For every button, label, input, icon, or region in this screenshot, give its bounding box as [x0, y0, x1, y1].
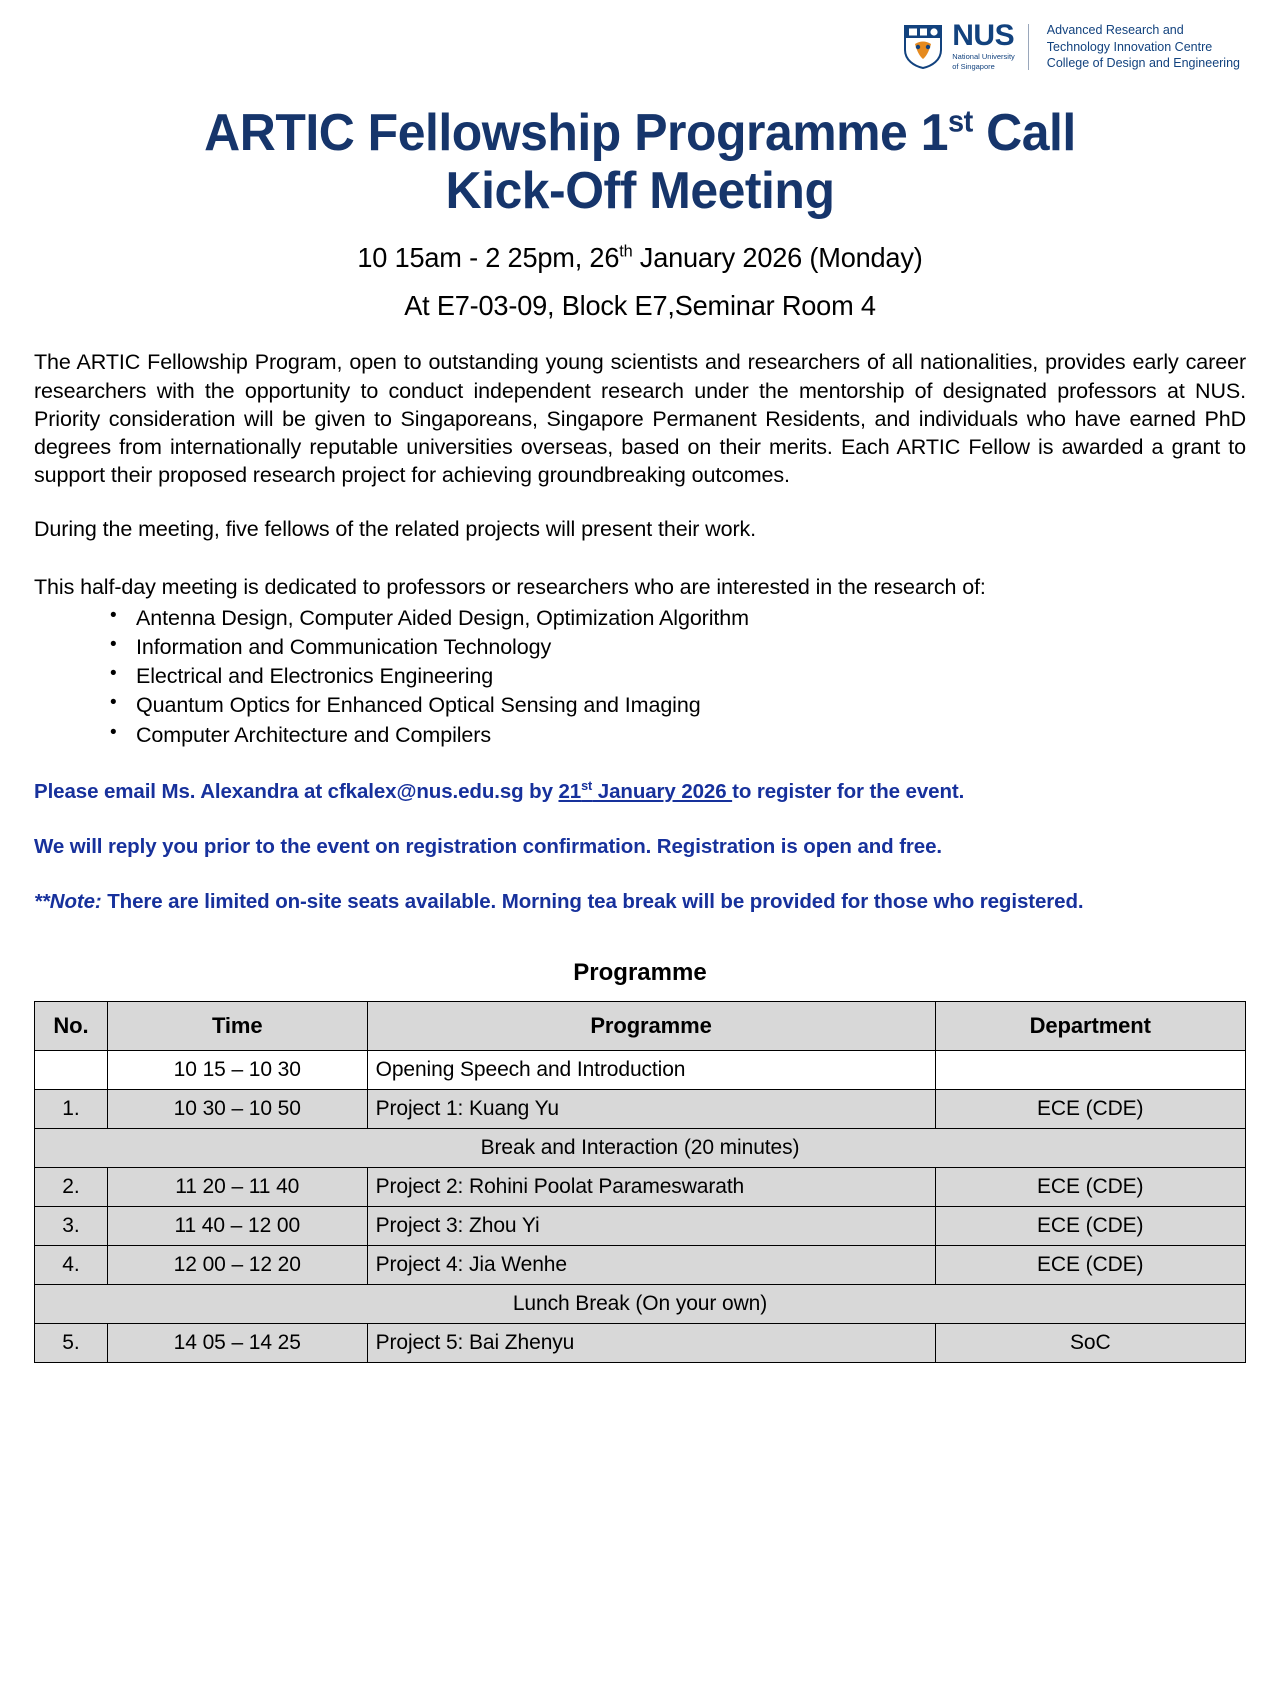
registration-email-pre: Please email Ms. Alexandra at cfkalex@nus.edu.sg by — [34, 779, 559, 803]
nus-logo — [903, 19, 1240, 72]
table-row-break — [35, 1284, 1246, 1323]
cell-department: ECE (CDE) — [935, 1089, 1246, 1128]
list-item: • Computer Architecture and Compilers — [108, 721, 1246, 750]
table-header-row — [35, 1001, 1246, 1050]
registration-note-marker: **Note: — [34, 889, 102, 913]
cell-no — [35, 1050, 108, 1089]
audience-paragraph: This half-day meeting is dedicated to professors or researchers who are interested in the research of: — [34, 575, 986, 600]
page-title-line-2: Kick-Off Meeting — [445, 162, 835, 221]
cell-department: ECE (CDE) — [935, 1167, 1246, 1206]
meeting-paragraph: During the meeting, five fellows of the related projects will present their work. — [34, 517, 757, 542]
registration-deadline-month-year: January 2026 — [592, 779, 733, 803]
cell-programme: Opening Speech and Introduction — [367, 1050, 935, 1089]
cell-time: 11 40 – 12 00 — [107, 1206, 367, 1245]
cell-department: SoC — [935, 1323, 1246, 1362]
registration-deadline — [558, 777, 733, 803]
document-body — [0, 348, 1280, 1362]
logo-divider — [1028, 24, 1029, 70]
cell-time: 12 00 – 12 20 — [107, 1245, 367, 1284]
table-row — [35, 1245, 1246, 1284]
event-venue: At E7-03-09, Block E7,Seminar Room 4 — [404, 290, 876, 322]
page-title — [83, 104, 1197, 220]
cell-no: 1. — [35, 1089, 108, 1128]
cell-break: Break and Interaction (20 minutes) — [35, 1128, 1246, 1167]
cell-time: 11 20 – 11 40 — [107, 1167, 367, 1206]
programme-heading: Programme — [573, 958, 707, 986]
page-title-line-1-post: Call — [972, 104, 1076, 162]
list-item: • Antenna Design, Computer Aided Design, Optimization Algorithm — [108, 604, 1246, 633]
nus-crest-icon — [903, 24, 943, 70]
nus-wordmark-subline-2: of Singapore — [952, 62, 995, 72]
column-header-time: Time — [107, 1001, 367, 1050]
table-row — [35, 1167, 1246, 1206]
cell-programme: Project 4: Jia Wenhe — [367, 1245, 935, 1284]
registration-note-text: There are limited on-site seats available. Morning tea break will be provided for those who registered. — [101, 889, 1084, 913]
cell-no: 5. — [35, 1323, 108, 1362]
cell-no: 2. — [35, 1167, 108, 1206]
cell-department — [935, 1050, 1246, 1089]
cell-time: 14 05 – 14 25 — [107, 1323, 367, 1362]
column-header-programme: Programme — [367, 1001, 935, 1050]
programme-table — [34, 1001, 1246, 1363]
list-item: • Information and Communication Technology — [108, 633, 1246, 662]
registration-deadline-ordinal: st — [581, 777, 593, 793]
centre-name-line-3: College of Design and Engineering — [1046, 56, 1240, 71]
column-header-department: Department — [935, 1001, 1246, 1050]
column-header-no: No. — [35, 1001, 108, 1050]
list-item: • Electrical and Electronics Engineering — [108, 662, 1246, 691]
cell-department: ECE (CDE) — [935, 1245, 1246, 1284]
nus-wordmark-text: NUS — [952, 19, 1015, 52]
table-row — [35, 1089, 1246, 1128]
table-row — [35, 1323, 1246, 1362]
registration-deadline-day: 21 — [558, 779, 582, 803]
event-datetime-post: January 2026 (Monday) — [632, 242, 923, 274]
cell-programme: Project 2: Rohini Poolat Parameswarath — [367, 1167, 935, 1206]
topics-list — [34, 604, 1246, 750]
registration-email-line — [34, 778, 1246, 805]
registration-email-post: to register for the event. — [732, 779, 965, 803]
cell-no: 3. — [35, 1206, 108, 1245]
page-title-line-1-pre: ARTIC Fellowship Programme 1 — [204, 104, 948, 162]
event-datetime-pre: 10 15am - 2 25pm, 26 — [357, 242, 620, 274]
event-datetime — [19, 242, 1261, 274]
registration-reply-line: We will reply you prior to the event on registration confirmation. Registration is open and free. — [34, 834, 942, 858]
centre-name-line-1: Advanced Research and — [1046, 23, 1184, 38]
nus-wordmark-subline-1: National University — [952, 51, 1015, 61]
document-header — [0, 0, 1280, 90]
event-date-ordinal: th — [619, 242, 633, 262]
centre-name — [1047, 22, 1240, 72]
cell-time: 10 30 – 10 50 — [107, 1089, 367, 1128]
table-row — [35, 1206, 1246, 1245]
list-item: • Quantum Optics for Enhanced Optical Sensing and Imaging — [108, 691, 1246, 720]
nus-wordmark — [952, 19, 1015, 72]
registration-note-line — [34, 888, 1246, 915]
centre-name-line-2: Technology Innovation Centre — [1046, 39, 1213, 54]
cell-programme: Project 3: Zhou Yi — [367, 1206, 935, 1245]
cell-programme: Project 1: Kuang Yu — [367, 1089, 935, 1128]
cell-lunch: Lunch Break (On your own) — [35, 1284, 1246, 1323]
table-row — [35, 1050, 1246, 1089]
cell-time: 10 15 – 10 30 — [107, 1050, 367, 1089]
cell-programme: Project 5: Bai Zhenyu — [367, 1323, 935, 1362]
cell-no: 4. — [35, 1245, 108, 1284]
intro-paragraph: The ARTIC Fellowship Program, open to outstanding young scientists and researchers of all nationalities, provides early career researchers with the opportunity to conduct independent research under the mentorship of designated professors at NUS. Priority consideration will be given to Singaporeans, Singapore Permanent Residents, and individuals who have earned PhD degrees from internationally reputable universities overseas, based on their merits. Each ARTIC Fellow is awarded a grant to support their proposed research project for achieving groundbreaking outcomes. — [34, 350, 1246, 488]
page-title-ordinal: st — [947, 105, 973, 139]
cell-department: ECE (CDE) — [935, 1206, 1246, 1245]
table-row-break — [35, 1128, 1246, 1167]
